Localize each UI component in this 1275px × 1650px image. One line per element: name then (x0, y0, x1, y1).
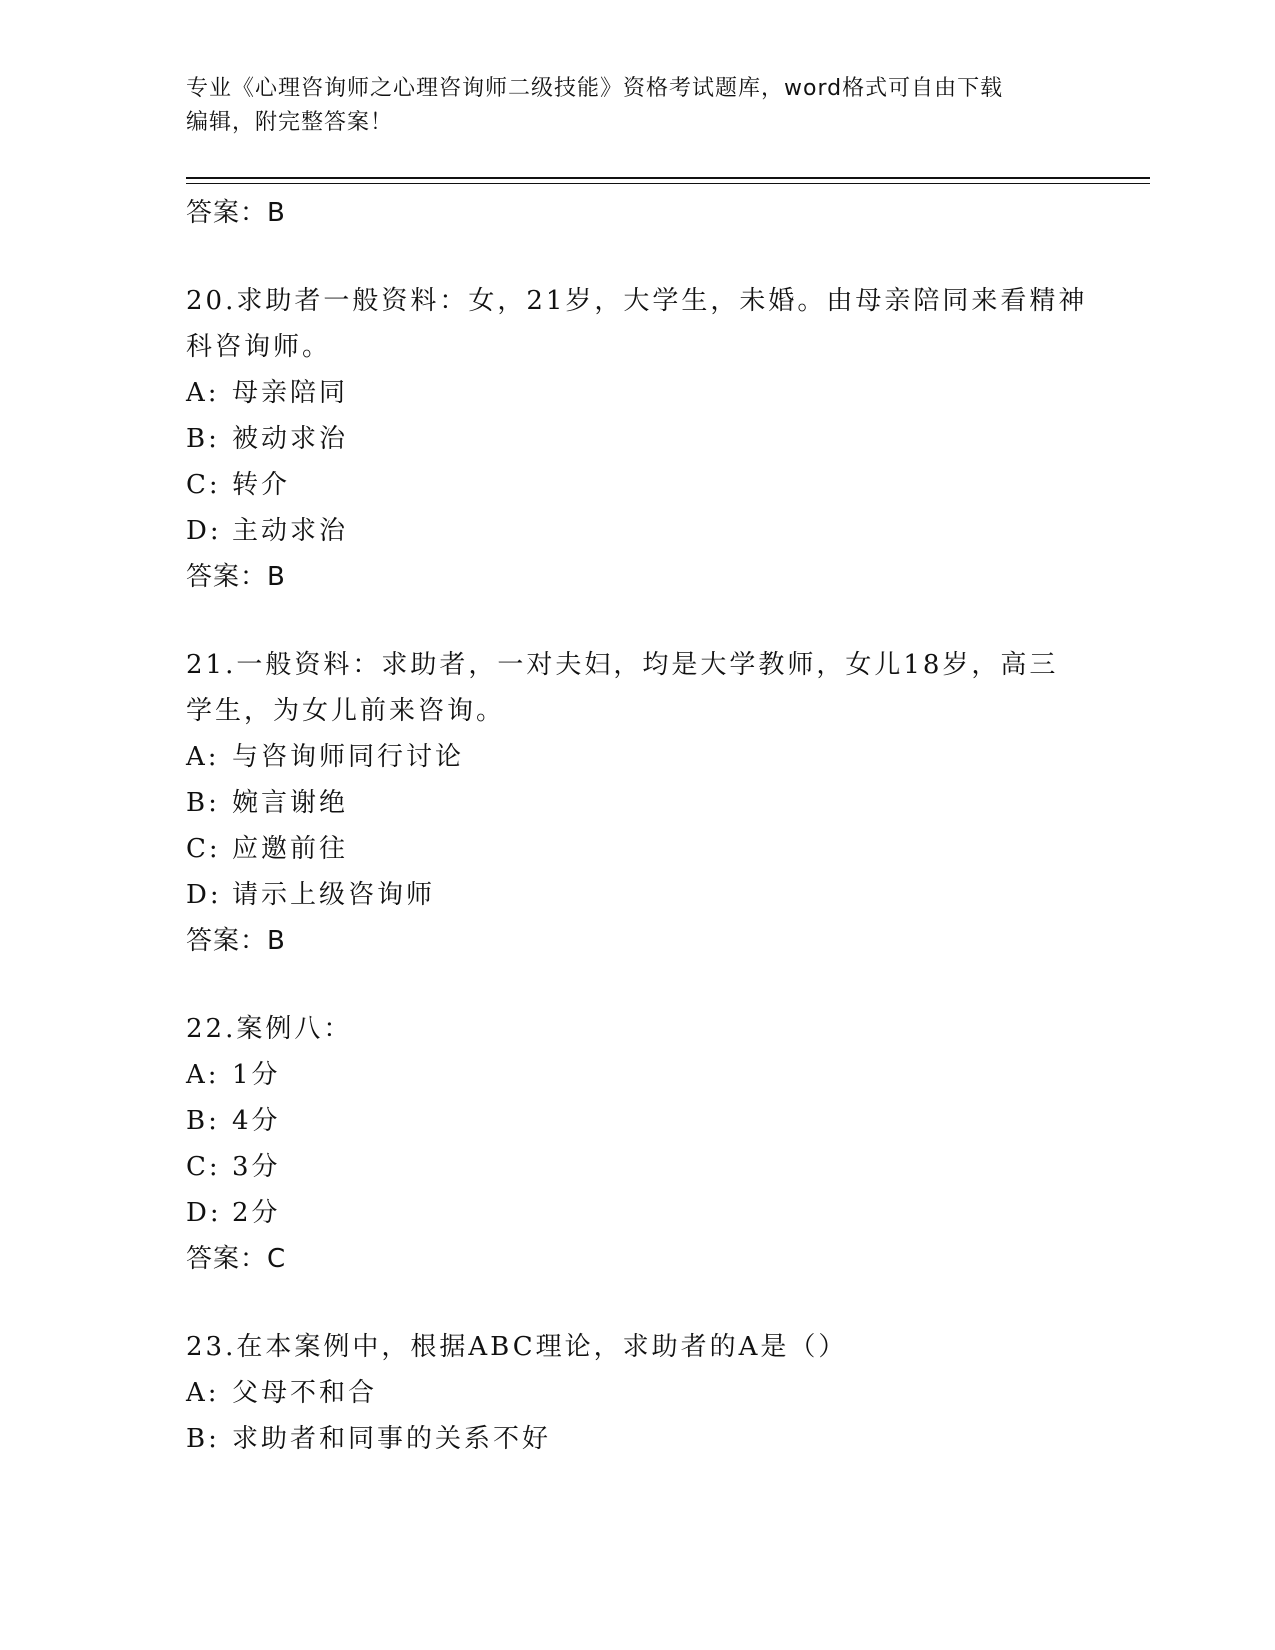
answer: 答案：B (186, 562, 286, 592)
question-stem-continued: 学生，为女儿前来咨询。 (186, 696, 506, 726)
option-text: 请示上级咨询师 (232, 880, 436, 910)
question-21 (186, 642, 1126, 964)
option-key: B: (186, 788, 220, 818)
option-text: 3分 (232, 1152, 281, 1182)
option-text: 转介 (232, 470, 291, 500)
option-text: 父母不和合 (232, 1378, 378, 1408)
option-text: 求助者和同事的关系不好 (232, 1424, 552, 1454)
option-key: C: (186, 834, 221, 864)
option-b (186, 780, 1126, 826)
option-a (186, 734, 1126, 780)
header-line-2: 编辑，附完整答案！ (186, 110, 394, 135)
option-key: C: (186, 1152, 221, 1182)
previous-answer: 答案：B (186, 198, 286, 228)
option-a (186, 370, 1126, 416)
option-key: B: (186, 424, 220, 454)
option-c (186, 826, 1126, 872)
option-b (186, 416, 1126, 462)
question-stem: 23.在本案例中，根据ABC理论，求助者的A是（） (186, 1332, 848, 1362)
header-rule-thin (186, 183, 1150, 184)
option-c (186, 462, 1126, 508)
option-key: D: (186, 516, 222, 546)
option-key: C: (186, 470, 221, 500)
option-text: 婉言谢绝 (232, 788, 349, 818)
option-d (186, 872, 1126, 918)
option-d (186, 1190, 1126, 1236)
spacer (186, 236, 1126, 278)
option-key: A: (186, 742, 220, 772)
option-text: 母亲陪同 (232, 378, 349, 408)
header-rule-thick (186, 177, 1150, 179)
option-text: 主动求治 (232, 516, 349, 546)
option-text: 1分 (232, 1060, 281, 1090)
question-list (186, 190, 1126, 1462)
option-b (186, 1416, 1126, 1462)
option-key: A: (186, 1378, 220, 1408)
question-23 (186, 1324, 1126, 1462)
option-key: D: (186, 880, 222, 910)
option-key: D: (186, 1198, 222, 1228)
option-text: 被动求治 (232, 424, 349, 454)
question-stem-continued: 科咨询师。 (186, 332, 332, 362)
option-text: 4分 (232, 1106, 281, 1136)
spacer (186, 964, 1126, 1006)
header-line-1: 专业《心理咨询师之心理咨询师二级技能》资格考试题库，word格式可自由下载 (186, 76, 1004, 101)
option-key: B: (186, 1424, 220, 1454)
spacer (186, 1282, 1126, 1324)
document-header (186, 72, 1066, 140)
option-key: A: (186, 1060, 220, 1090)
question-stem: 20.求助者一般资料：女，21岁，大学生，未婚。由母亲陪同来看精神 (186, 286, 1088, 316)
option-c (186, 1144, 1126, 1190)
option-key: B: (186, 1106, 220, 1136)
answer: 答案：B (186, 926, 286, 956)
answer: 答案：C (186, 1244, 287, 1274)
option-d (186, 508, 1126, 554)
question-22 (186, 1006, 1126, 1282)
question-stem: 21.一般资料：求助者，一对夫妇，均是大学教师，女儿18岁，高三 (186, 650, 1059, 680)
option-text: 应邀前往 (232, 834, 349, 864)
option-a (186, 1052, 1126, 1098)
option-text: 2分 (232, 1198, 281, 1228)
option-text: 与咨询师同行讨论 (232, 742, 465, 772)
option-a (186, 1370, 1126, 1416)
option-key: A: (186, 378, 220, 408)
spacer (186, 600, 1126, 642)
option-b (186, 1098, 1126, 1144)
question-stem: 22.案例八： (186, 1014, 353, 1044)
question-20 (186, 278, 1126, 600)
